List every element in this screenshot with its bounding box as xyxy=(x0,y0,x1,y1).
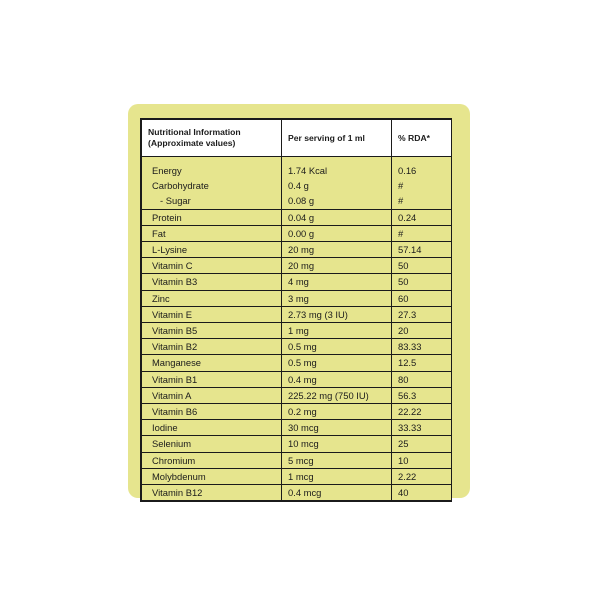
nutrient-amount: 225.22 mg (750 IU) xyxy=(282,387,392,403)
nutrient-rda: 12.5 xyxy=(392,355,452,371)
nutrient-amount: 30 mcg xyxy=(282,420,392,436)
nutrient-amount: 4 mg xyxy=(282,274,392,290)
nutrient-name: Energy xyxy=(142,163,282,178)
nutrient-name: Protein xyxy=(142,209,282,225)
nutrient-amount: 0.00 g xyxy=(282,225,392,241)
nutrient-rda: 60 xyxy=(392,290,452,306)
header-per-serving: Per serving of 1 ml xyxy=(282,120,392,157)
table-row xyxy=(142,323,452,339)
table-row xyxy=(142,163,452,178)
nutrient-amount: 1 mcg xyxy=(282,468,392,484)
nutrient-name: L-Lysine xyxy=(142,242,282,258)
nutrition-table-frame xyxy=(140,118,452,502)
table-row xyxy=(142,371,452,387)
nutrition-table xyxy=(141,119,452,501)
nutrient-name: Vitamin E xyxy=(142,306,282,322)
nutrient-rda: 2.22 xyxy=(392,468,452,484)
nutrient-rda: 22.22 xyxy=(392,404,452,420)
nutrient-amount: 1 mg xyxy=(282,323,392,339)
nutrient-name: Zinc xyxy=(142,290,282,306)
nutrient-amount: 2.73 mg (3 IU) xyxy=(282,306,392,322)
nutrient-rda: 33.33 xyxy=(392,420,452,436)
table-row xyxy=(142,355,452,371)
nutrient-amount: 20 mg xyxy=(282,242,392,258)
table-row xyxy=(142,274,452,290)
nutrient-name: Molybdenum xyxy=(142,468,282,484)
table-row xyxy=(142,209,452,225)
table-row xyxy=(142,193,452,209)
table-row xyxy=(142,420,452,436)
table-row xyxy=(142,452,452,468)
nutrient-name: Manganese xyxy=(142,355,282,371)
nutrition-label xyxy=(128,104,470,498)
nutrient-rda: 0.16 xyxy=(392,163,452,178)
nutrient-amount: 0.04 g xyxy=(282,209,392,225)
header-rda: % RDA* xyxy=(392,120,452,157)
nutrient-rda: 56.3 xyxy=(392,387,452,403)
table-row xyxy=(142,306,452,322)
nutrient-amount: 0.08 g xyxy=(282,193,392,209)
nutrient-amount: 0.5 mg xyxy=(282,339,392,355)
nutrient-name: - Sugar xyxy=(142,193,282,209)
nutrient-name: Vitamin B3 xyxy=(142,274,282,290)
table-row xyxy=(142,225,452,241)
nutrient-amount: 5 mcg xyxy=(282,452,392,468)
nutrient-amount: 10 mcg xyxy=(282,436,392,452)
nutrient-amount: 0.2 mg xyxy=(282,404,392,420)
nutrient-name: Selenium xyxy=(142,436,282,452)
nutrient-amount: 1.74 Kcal xyxy=(282,163,392,178)
nutrient-name: Vitamin B5 xyxy=(142,323,282,339)
table-row xyxy=(142,290,452,306)
nutrient-name: Iodine xyxy=(142,420,282,436)
nutrient-rda: 10 xyxy=(392,452,452,468)
nutrient-name: Vitamin B2 xyxy=(142,339,282,355)
nutrient-name: Carbohydrate xyxy=(142,178,282,193)
header-subtitle: (Approximate values) xyxy=(148,138,236,148)
nutrient-rda: 25 xyxy=(392,436,452,452)
nutrient-rda: 57.14 xyxy=(392,242,452,258)
nutrient-amount: 0.4 mcg xyxy=(282,485,392,501)
table-row xyxy=(142,387,452,403)
table-body xyxy=(142,157,452,501)
nutrient-rda: 80 xyxy=(392,371,452,387)
table-row xyxy=(142,242,452,258)
table-row xyxy=(142,436,452,452)
table-row xyxy=(142,339,452,355)
nutrient-rda: 50 xyxy=(392,274,452,290)
nutrient-rda: 50 xyxy=(392,258,452,274)
nutrient-rda: # xyxy=(392,225,452,241)
table-row xyxy=(142,468,452,484)
header-title: Nutritional Information xyxy=(148,127,241,137)
nutrient-rda: # xyxy=(392,178,452,193)
nutrient-name: Vitamin A xyxy=(142,387,282,403)
nutrient-name: Fat xyxy=(142,225,282,241)
nutrient-name: Vitamin C xyxy=(142,258,282,274)
nutrient-amount: 0.4 g xyxy=(282,178,392,193)
header-nutritional-information xyxy=(142,120,282,157)
table-header xyxy=(142,120,452,157)
nutrient-name: Vitamin B6 xyxy=(142,404,282,420)
table-row xyxy=(142,485,452,501)
nutrient-rda: # xyxy=(392,193,452,209)
nutrient-amount: 3 mg xyxy=(282,290,392,306)
nutrient-rda: 83.33 xyxy=(392,339,452,355)
table-row xyxy=(142,404,452,420)
nutrient-name: Vitamin B1 xyxy=(142,371,282,387)
nutrient-rda: 40 xyxy=(392,485,452,501)
nutrient-rda: 0.24 xyxy=(392,209,452,225)
table-row xyxy=(142,258,452,274)
nutrient-rda: 27.3 xyxy=(392,306,452,322)
nutrient-rda: 20 xyxy=(392,323,452,339)
nutrient-name: Vitamin B12 xyxy=(142,485,282,501)
table-row xyxy=(142,178,452,193)
nutrient-amount: 0.5 mg xyxy=(282,355,392,371)
nutrient-amount: 20 mg xyxy=(282,258,392,274)
nutrient-name: Chromium xyxy=(142,452,282,468)
nutrient-amount: 0.4 mg xyxy=(282,371,392,387)
